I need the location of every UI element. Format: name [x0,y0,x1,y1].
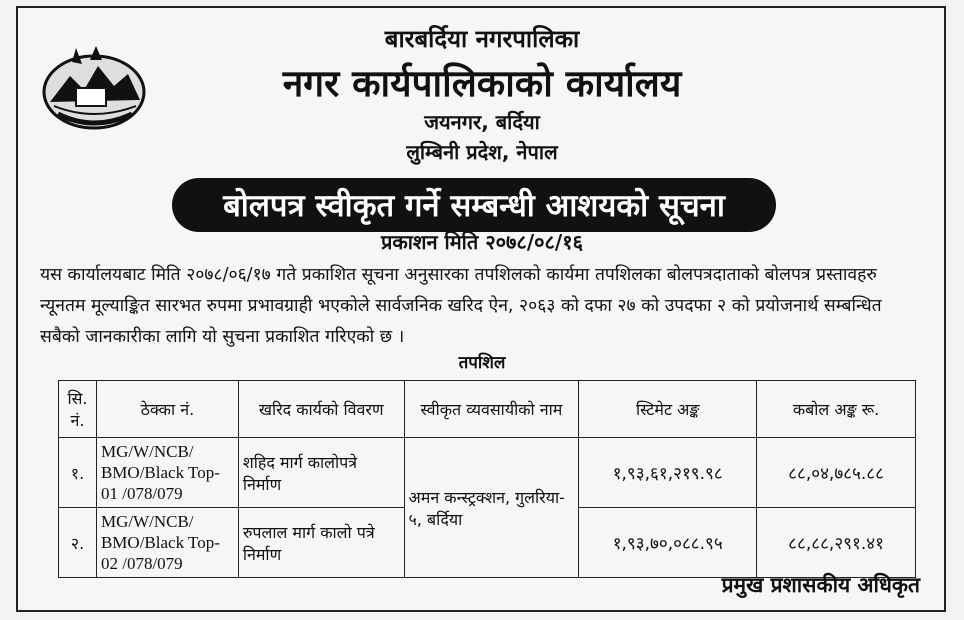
row-contract-number: MG/W/NCB/ BMO/Black Top- 01 /078/079 [96,438,238,508]
col-header-contract: ठेक्का नं. [96,381,238,438]
row-contractor: अमन कन्स्ट्रक्शन, गुलरिया- ५, बर्दिया [404,438,579,578]
notice-body: यस कार्यालयबाट मिति २०७८/०६/१७ गते प्रकाशित सूचना अनुसारका तपशिलको कार्यमा तपशिलका बोलपत्रदाताको बोलपत्र प्रस्तावहरु न्यूनतम मूल्याङ्कित सारभत रुपमा प्रभावग्राही भएकोले सार्वजनिक खरिद ऐन, २०६३ को दफा २७ को उपदफा २ को प्रयोजनार्थ सम्बन्धित सबैको जानकारीका लागि यो सुचना प्रकाशित गरिएको छ । [40,265,882,347]
table-row [59,438,916,508]
office-location: जयनगर, बर्दिया [424,110,540,134]
publication-date: प्रकाशन मिति २०७८/०८/१६ [380,230,584,254]
row-estimate: १,९३,६१,२१९.९८ [579,438,757,508]
row-sn: २. [59,508,97,578]
row-description: शहिद मार्ग कालोपत्रे निर्माण [238,438,404,508]
col-header-estimate: स्टिमेट अङ्क [579,381,757,438]
col-header-description: खरिद कार्यको विवरण [238,381,404,438]
office-name: नगर कार्यपालिकाको कार्यालय [282,62,682,105]
row-sn: १. [59,438,97,508]
table-label: तपशिल [458,353,506,373]
municipality-name: बारबर्दिया नगरपालिका [384,25,580,53]
notice-title-banner [172,178,776,232]
col-header-sn: सि. नं. [59,381,97,438]
row-estimate: १,९३,७०,०८८.९५ [579,508,757,578]
notice-title: बोलपत्र स्वीकृत गर्ने सम्बन्धी आशयको सूचना [223,188,725,224]
col-header-bid: कबोल अङ्क रू. [757,381,916,438]
table-header-row [59,381,916,438]
col-header-contractor: स्वीकृत व्यवसायीको नाम [404,381,579,438]
office-province: लुम्बिनी प्रदेश, नेपाल [406,140,558,164]
row-description: रुपलाल मार्ग कालो पत्रे निर्माण [238,508,404,578]
row-bid-amount: ८८,८८,२९१.४१ [757,508,916,578]
row-bid-amount: ८८,०४,७८५.८८ [757,438,916,508]
signatory-title: प्रमुख प्रशासकीय अधिकृत [721,573,920,597]
bid-table [58,380,916,578]
row-contract-number: MG/W/NCB/ BMO/Black Top-02 /078/079 [96,508,238,578]
